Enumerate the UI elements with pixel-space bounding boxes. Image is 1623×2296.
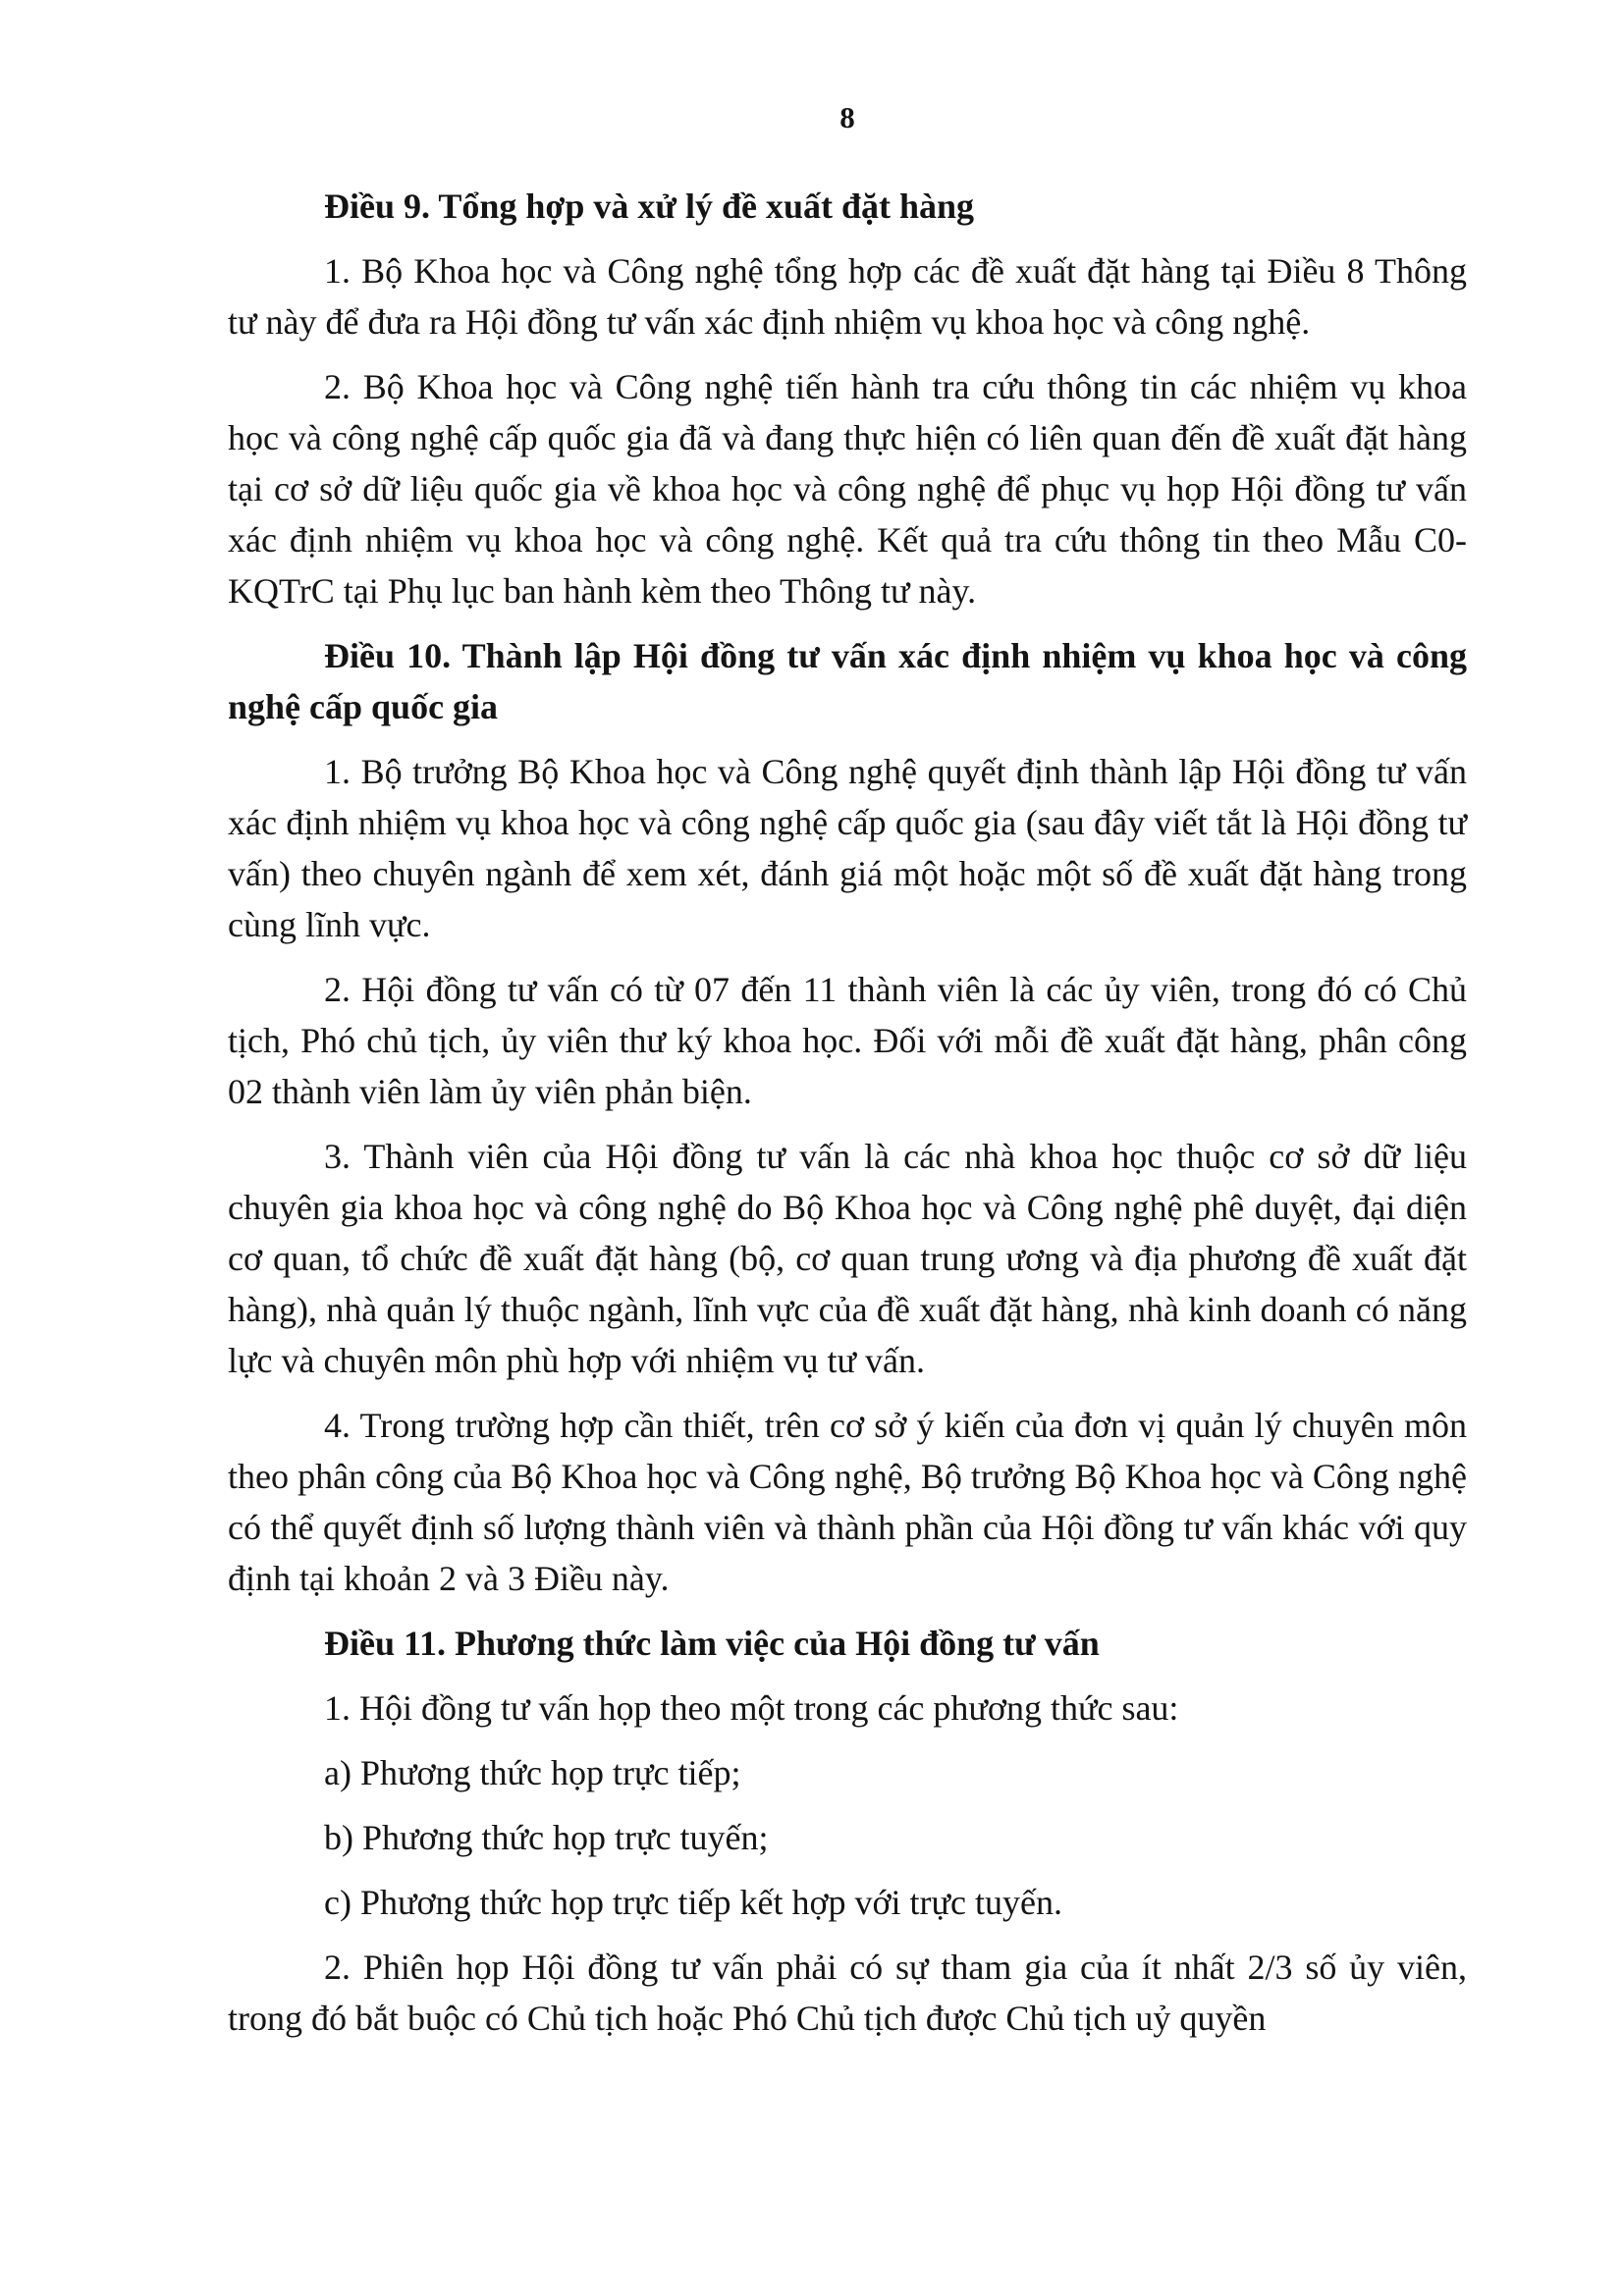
article-11-heading: Điều 11. Phương thức làm việc của Hội đồng tư vấn	[324, 1624, 1100, 1663]
article-10-clause-4: 4. Trong trường hợp cần thiết, trên cơ sở ý kiến của đơn vị quản lý chuyên môn theo phân công của Bộ Khoa học và Công nghệ, Bộ trưởng Bộ Khoa học và Công nghệ có thể quyết định số lượng thành viên và thành phần của Hội đồng tư vấn khác với quy định tại khoản 2 và 3 Điều này.	[228, 1406, 1467, 1598]
article-10-clause-3: 3. Thành viên của Hội đồng tư vấn là các nhà khoa học thuộc cơ sở dữ liệu chuyên gia khoa học và công nghệ do Bộ Khoa học và Công nghệ phê duyệt, đại diện cơ quan, tổ chức đề xuất đặt hàng (bộ, cơ quan trung ương và địa phương đề xuất đặt hàng), nhà quản lý thuộc ngành, lĩnh vực của đề xuất đặt hàng, nhà kinh doanh có năng lực và chuyên môn phù hợp với nhiệm vụ tư vấn.	[228, 1137, 1467, 1380]
article-11-clause-2: 2. Phiên họp Hội đồng tư vấn phải có sự tham gia của ít nhất 2/3 số ủy viên, trong đó bắt buộc có Chủ tịch hoặc Phó Chủ tịch được Chủ tịch uỷ quyền	[228, 1948, 1467, 2038]
article-11-item-c: c) Phương thức họp trực tiếp kết hợp với trực tuyến.	[324, 1883, 1063, 1922]
document-page	[228, 0, 1467, 2296]
article-10-heading: Điều 10. Thành lập Hội đồng tư vấn xác định nhiệm vụ khoa học và công nghệ cấp quốc gia	[228, 636, 1467, 726]
article-9-clause-1: 1. Bộ Khoa học và Công nghệ tổng hợp các đề xuất đặt hàng tại Điều 8 Thông tư này để đưa ra Hội đồng tư vấn xác định nhiệm vụ khoa học và công nghệ.	[228, 251, 1467, 342]
article-11-item-a: a) Phương thức họp trực tiếp;	[324, 1753, 741, 1792]
article-9-heading: Điều 9. Tổng hợp và xử lý đề xuất đặt hàng	[324, 187, 975, 226]
article-9-clause-2: 2. Bộ Khoa học và Công nghệ tiến hành tra cứu thông tin các nhiệm vụ khoa học và công nghệ cấp quốc gia đã và đang thực hiện có liên quan đến đề xuất đặt hàng tại cơ sở dữ liệu quốc gia về khoa học và công nghệ để phục vụ họp Hội đồng tư vấn xác định nhiệm vụ khoa học và công nghệ. Kết quả tra cứu thông tin theo Mẫu C0-KQTrC tại Phụ lục ban hành kèm theo Thông tư này.	[228, 367, 1467, 611]
page-number: 8	[839, 100, 855, 134]
article-11-clause-1: 1. Hội đồng tư vấn họp theo một trong các phương thức sau:	[324, 1688, 1179, 1728]
article-10-clause-1: 1. Bộ trưởng Bộ Khoa học và Công nghệ quyết định thành lập Hội đồng tư vấn xác định nhiệm vụ khoa học và công nghệ cấp quốc gia (sau đây viết tắt là Hội đồng tư vấn) theo chuyên ngành để xem xét, đánh giá một hoặc một số đề xuất đặt hàng trong cùng lĩnh vực.	[228, 752, 1467, 944]
article-10-clause-2: 2. Hội đồng tư vấn có từ 07 đến 11 thành viên là các ủy viên, trong đó có Chủ tịch, Phó chủ tịch, ủy viên thư ký khoa học. Đối với mỗi đề xuất đặt hàng, phân công 02 thành viên làm ủy viên phản biện.	[228, 970, 1467, 1111]
document-body	[228, 181, 1467, 2057]
article-11-item-b: b) Phương thức họp trực tuyến;	[324, 1818, 769, 1857]
